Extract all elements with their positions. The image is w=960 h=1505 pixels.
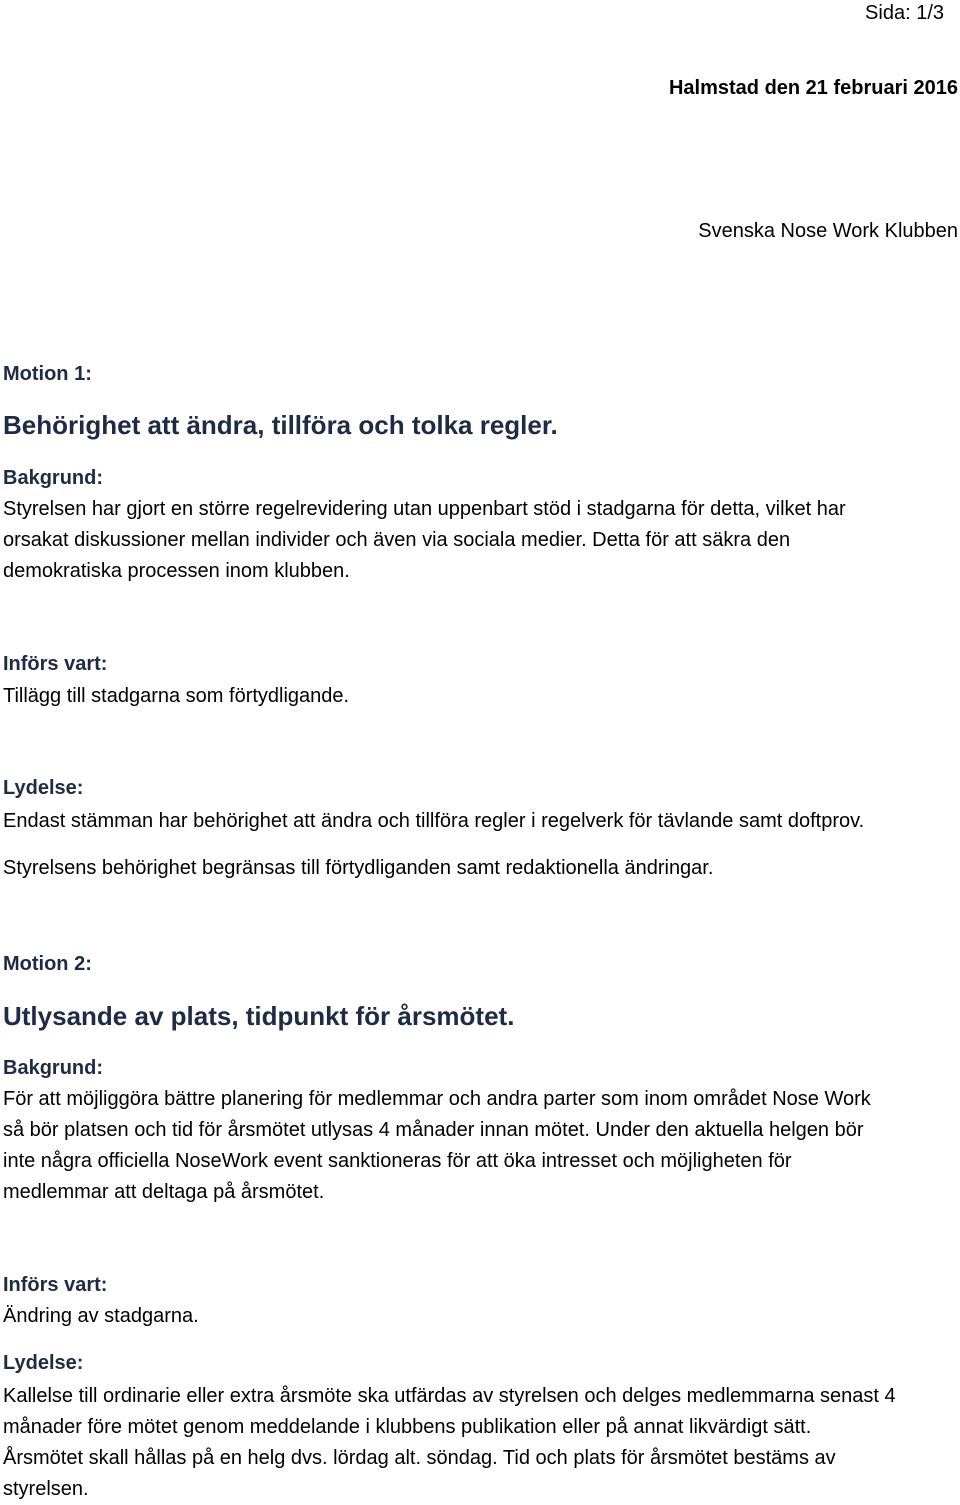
motion-2-wording-text: Kallelse till ordinarie eller extra årsmöte ska utfärdas av styrelsen och delges medlemmarna senast 4 månader före mötet genom meddelande i klubbens publikation eller på annat likvärdigt sätt. Årsmötet skall hållas på en helg dvs. lördag alt. söndag. Tid och plats för årsmötet bestäms av styrelsen. [3, 1385, 896, 1500]
motion-2-wording-label: Lydelse: [3, 1352, 84, 1374]
club-name: Svenska Nose Work Klubben [698, 220, 958, 242]
motion-2-background-label: Bakgrund: [3, 1057, 103, 1079]
page-number: Sida: 1/3 [865, 2, 944, 24]
motion-2-label: Motion 2: [3, 953, 92, 975]
motion-2-introduced-label: Införs vart: [3, 1274, 108, 1296]
motion-1-introduced-text: Tillägg till stadgarna som förtydligande. [3, 685, 350, 707]
motion-1-label: Motion 1: [3, 363, 92, 385]
motion-1-title: Behörighet att ändra, tillföra och tolka regler. [3, 410, 558, 440]
date-line: Halmstad den 21 februari 2016 [668, 77, 958, 99]
motion-2-background-text: För att möjliggöra bättre planering för medlemmar och andra parter som inom området Nose Work så bör platsen och tid för årsmötet utlysas 4 månader innan mötet. Under den aktuella helgen bör inte några officiella NoseWork event sanktioneras för att öka intresset och möjligheten för medlemmar att deltaga på årsmötet. [3, 1088, 871, 1203]
motion-1-wording-line-2: Styrelsens behörighet begränsas till förtydliganden samt redaktionella ändringar. [3, 857, 714, 879]
motion-2-introduced-text: Ändring av stadgarna. [3, 1305, 199, 1327]
motion-1-background-text: Styrelsen har gjort en större regelrevidering utan uppenbart stöd i stadgarna för detta, vilket har orsakat diskussioner mellan individer och även via sociala medier. Detta för att säkra den demokratiska processen inom klubben. [3, 498, 846, 582]
motion-1-wording-label: Lydelse: [3, 777, 84, 799]
motion-1-wording-line-1: Endast stämman har behörighet att ändra och tillföra regler i regelverk för tävlande samt doftprov. [3, 810, 865, 832]
motion-1-introduced-label: Införs vart: [3, 653, 108, 675]
motion-2-title: Utlysande av plats, tidpunkt för årsmötet. [3, 1001, 515, 1031]
motion-1-background-label: Bakgrund: [3, 467, 103, 489]
